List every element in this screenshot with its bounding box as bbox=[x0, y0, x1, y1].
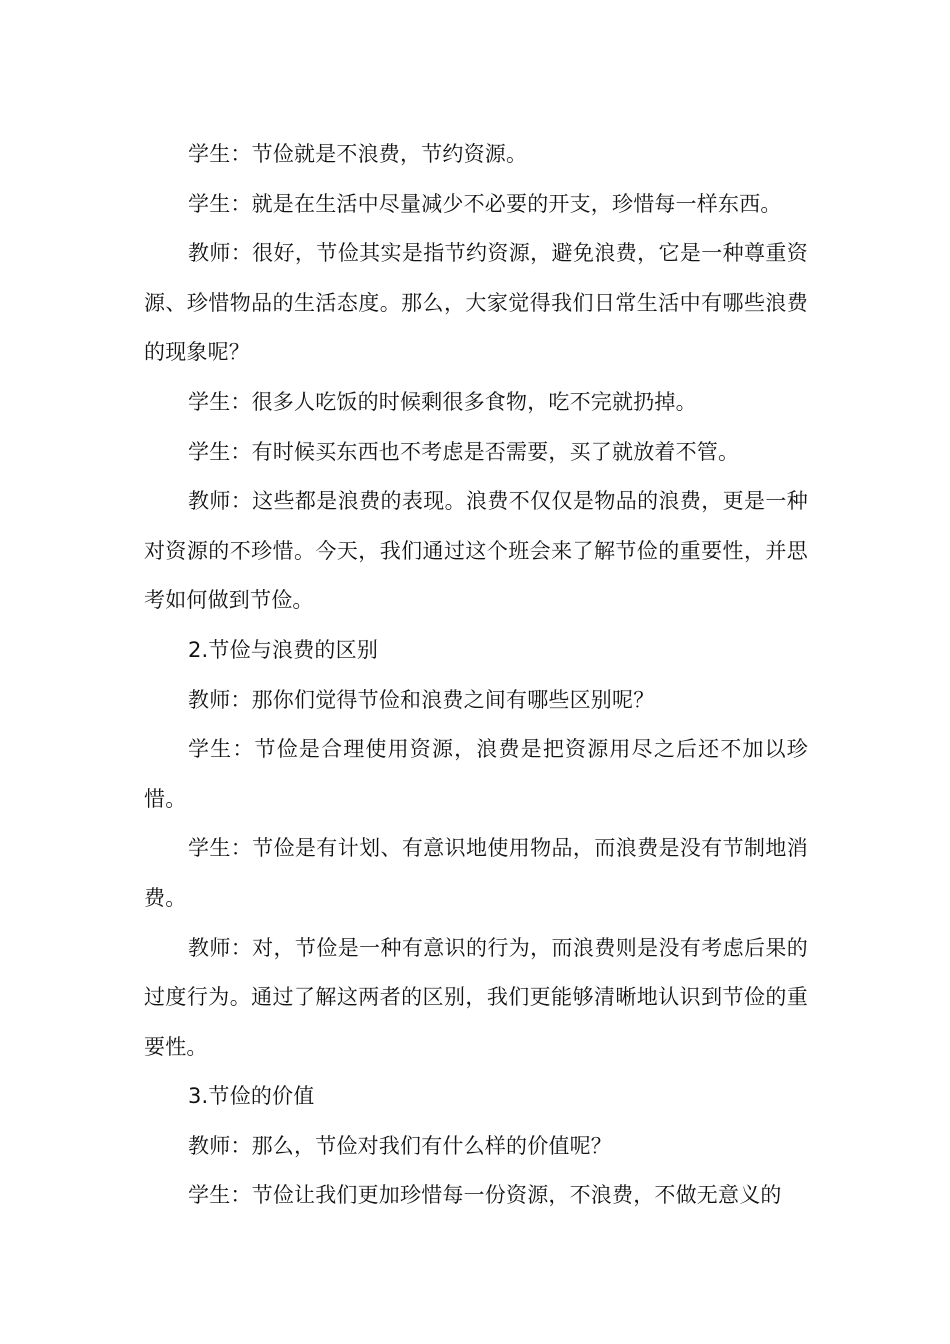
dialogue-paragraph: 学生：节俭是合理使用资源，浪费是把资源用尽之后还不加以珍惜。 bbox=[144, 737, 808, 811]
dialogue-paragraph: 教师：那你们觉得节俭和浪费之间有哪些区别呢？ bbox=[188, 687, 655, 712]
dialogue-paragraph: 学生：有时候买东西也不考虑是否需要，买了就放着不管。 bbox=[188, 439, 740, 464]
section-heading: 3.节俭的价值 bbox=[188, 1084, 315, 1109]
section-heading: 2.节俭与浪费的区别 bbox=[188, 637, 379, 662]
dialogue-paragraph: 教师：对，节俭是一种有意识的行为，而浪费则是没有考虑后果的过度行为。通过了解这两者的区别，我们更能够清晰地认识到节俭的重要性。 bbox=[144, 935, 808, 1059]
dialogue-paragraph: 教师：这些都是浪费的表现。浪费不仅仅是物品的浪费，更是一种对资源的不珍惜。今天，我们通过这个班会来了解节俭的重要性，并思考如何做到节俭。 bbox=[144, 489, 808, 613]
dialogue-paragraph: 学生：节俭就是不浪费，节约资源。 bbox=[188, 142, 528, 166]
dialogue-paragraph: 学生：节俭是有计划、有意识地使用物品，而浪费是没有节制地消费。 bbox=[144, 836, 808, 910]
dialogue-paragraph: 教师：那么，节俭对我们有什么样的价值呢？ bbox=[188, 1133, 612, 1158]
dialogue-paragraph: 教师：很好，节俭其实是指节约资源，避免浪费，它是一种尊重资源、珍惜物品的生活态度。那么，大家觉得我们日常生活中有哪些浪费的现象呢？ bbox=[144, 241, 808, 365]
dialogue-paragraph: 学生：节俭让我们更加珍惜每一份资源，不浪费，不做无意义的 bbox=[188, 1183, 782, 1208]
dialogue-paragraph: 学生：很多人吃饭的时候剩很多食物，吃不完就扔掉。 bbox=[188, 389, 697, 414]
dialogue-paragraph: 学生：就是在生活中尽量减少不必要的开支，珍惜每一样东西。 bbox=[188, 191, 782, 216]
document-body bbox=[144, 130, 808, 1221]
